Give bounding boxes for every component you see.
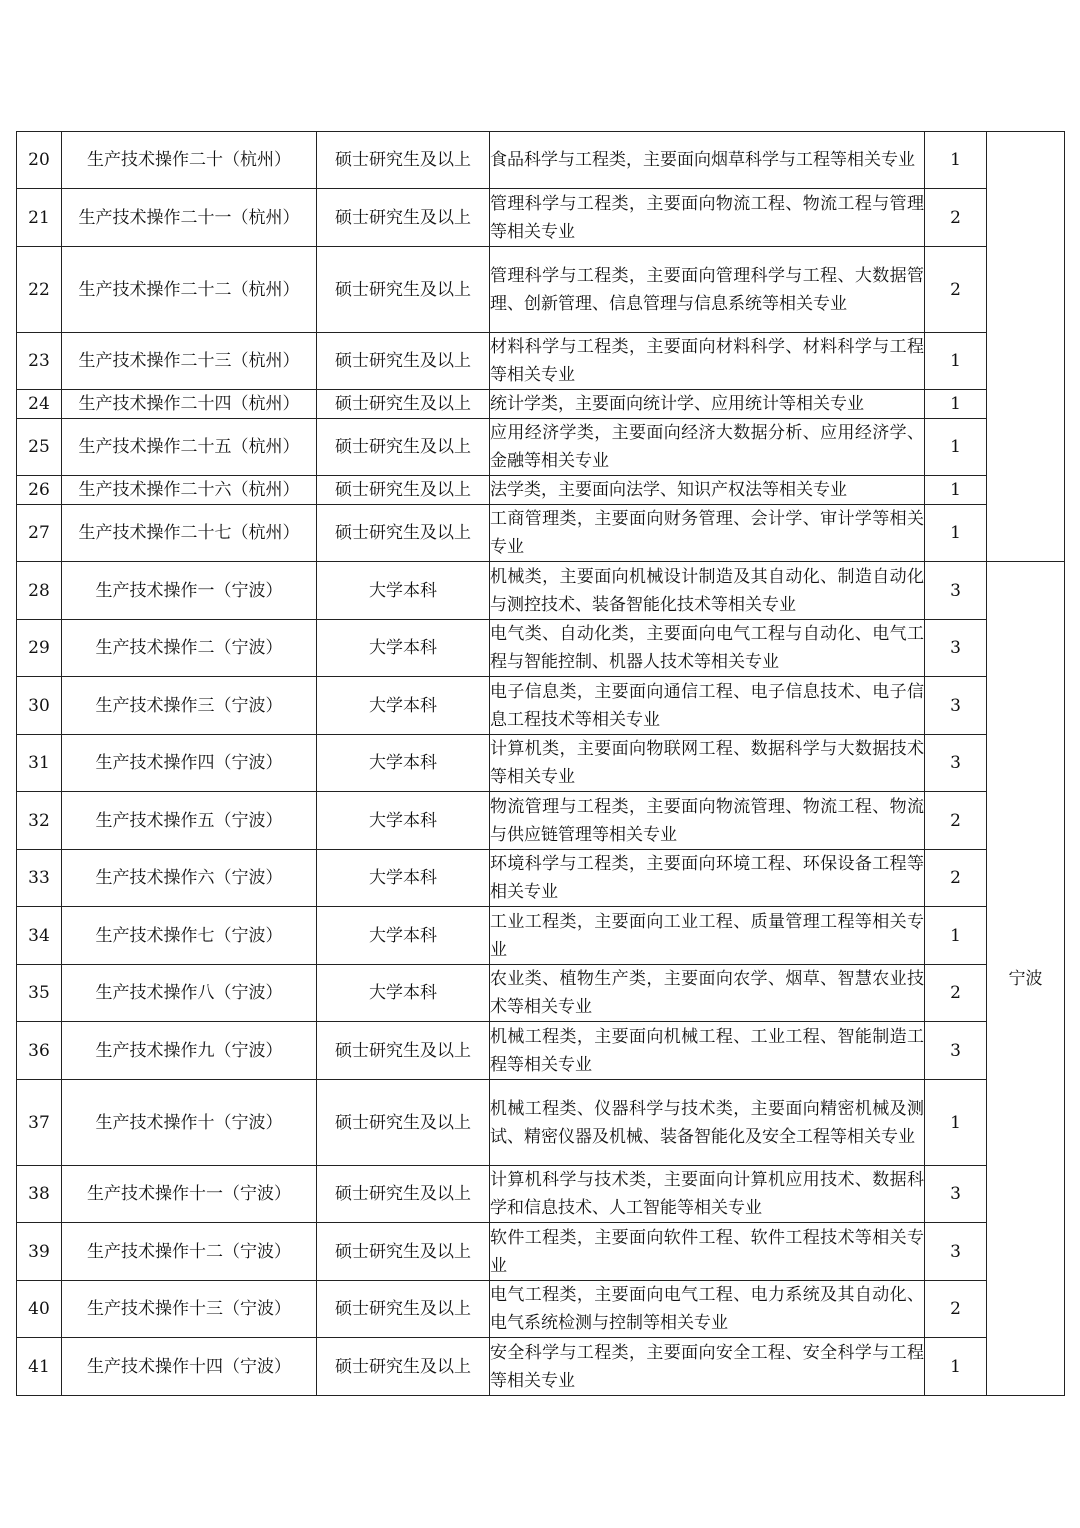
hiring-count: 3 — [925, 620, 987, 677]
position-name: 生产技术操作九（宁波） — [62, 1022, 317, 1080]
major-requirement: 法学类，主要面向法学、知识产权法等相关专业 — [490, 476, 925, 505]
education-requirement: 硕士研究生及以上 — [317, 247, 490, 333]
table-row — [17, 965, 1065, 1022]
row-number: 32 — [17, 792, 62, 850]
position-name: 生产技术操作五（宁波） — [62, 792, 317, 850]
education-requirement: 大学本科 — [317, 735, 490, 792]
education-requirement: 大学本科 — [317, 562, 490, 620]
position-name: 生产技术操作十二（宁波） — [62, 1223, 317, 1281]
major-requirement: 农业类、植物生产类，主要面向农学、烟草、智慧农业技术等相关专业 — [490, 965, 925, 1022]
position-name: 生产技术操作十四（宁波） — [62, 1338, 317, 1396]
position-name: 生产技术操作六（宁波） — [62, 850, 317, 907]
row-number: 25 — [17, 419, 62, 476]
table-row — [17, 792, 1065, 850]
row-number: 24 — [17, 390, 62, 419]
education-requirement: 大学本科 — [317, 677, 490, 735]
table-row — [17, 505, 1065, 562]
hiring-count: 2 — [925, 850, 987, 907]
positions-table — [16, 131, 1065, 1396]
major-requirement: 机械工程类、仪器科学与技术类，主要面向精密机械及测试、精密仪器及机械、装备智能化及安全工程等相关专业 — [490, 1080, 925, 1166]
row-number: 41 — [17, 1338, 62, 1396]
major-requirement: 统计学类，主要面向统计学、应用统计等相关专业 — [490, 390, 925, 419]
education-requirement: 硕士研究生及以上 — [317, 1080, 490, 1166]
major-requirement: 应用经济学类，主要面向经济大数据分析、应用经济学、金融等相关专业 — [490, 419, 925, 476]
hiring-count: 1 — [925, 1338, 987, 1396]
education-requirement: 大学本科 — [317, 965, 490, 1022]
table-row — [17, 907, 1065, 965]
major-requirement: 电气工程类，主要面向电气工程、电力系统及其自动化、电气系统检测与控制等相关专业 — [490, 1281, 925, 1338]
table-row — [17, 189, 1065, 247]
education-requirement: 硕士研究生及以上 — [317, 1281, 490, 1338]
hiring-count: 2 — [925, 189, 987, 247]
position-name: 生产技术操作二十七（杭州） — [62, 505, 317, 562]
hiring-count: 3 — [925, 735, 987, 792]
hiring-count: 1 — [925, 505, 987, 562]
row-number: 36 — [17, 1022, 62, 1080]
major-requirement: 计算机科学与技术类，主要面向计算机应用技术、数据科学和信息技术、人工智能等相关专业 — [490, 1166, 925, 1223]
education-requirement: 硕士研究生及以上 — [317, 189, 490, 247]
hiring-count: 3 — [925, 677, 987, 735]
position-name: 生产技术操作一（宁波） — [62, 562, 317, 620]
position-name: 生产技术操作二十三（杭州） — [62, 333, 317, 390]
major-requirement: 环境科学与工程类，主要面向环境工程、环保设备工程等相关专业 — [490, 850, 925, 907]
position-name: 生产技术操作十三（宁波） — [62, 1281, 317, 1338]
position-name: 生产技术操作八（宁波） — [62, 965, 317, 1022]
hiring-count: 1 — [925, 476, 987, 505]
education-requirement: 硕士研究生及以上 — [317, 1022, 490, 1080]
education-requirement: 硕士研究生及以上 — [317, 1338, 490, 1396]
table-row — [17, 1166, 1065, 1223]
education-requirement: 大学本科 — [317, 907, 490, 965]
position-name: 生产技术操作十（宁波） — [62, 1080, 317, 1166]
row-number: 28 — [17, 562, 62, 620]
education-requirement: 硕士研究生及以上 — [317, 419, 490, 476]
education-requirement: 硕士研究生及以上 — [317, 390, 490, 419]
hiring-count: 3 — [925, 1223, 987, 1281]
hiring-count: 2 — [925, 965, 987, 1022]
table-row — [17, 620, 1065, 677]
major-requirement: 软件工程类，主要面向软件工程、软件工程技术等相关专业 — [490, 1223, 925, 1281]
table-row — [17, 677, 1065, 735]
education-requirement: 大学本科 — [317, 850, 490, 907]
row-number: 26 — [17, 476, 62, 505]
major-requirement: 工商管理类，主要面向财务管理、会计学、审计学等相关专业 — [490, 505, 925, 562]
position-name: 生产技术操作二十四（杭州） — [62, 390, 317, 419]
table-row — [17, 1338, 1065, 1396]
education-requirement: 硕士研究生及以上 — [317, 1166, 490, 1223]
position-name: 生产技术操作七（宁波） — [62, 907, 317, 965]
major-requirement: 计算机类，主要面向物联网工程、数据科学与大数据技术等相关专业 — [490, 735, 925, 792]
major-requirement: 管理科学与工程类，主要面向物流工程、物流工程与管理等相关专业 — [490, 189, 925, 247]
hiring-count: 2 — [925, 1281, 987, 1338]
major-requirement: 食品科学与工程类，主要面向烟草科学与工程等相关专业 — [490, 132, 925, 189]
table-row — [17, 562, 1065, 620]
education-requirement: 硕士研究生及以上 — [317, 1223, 490, 1281]
table-row — [17, 1080, 1065, 1166]
table-row — [17, 390, 1065, 419]
education-requirement: 硕士研究生及以上 — [317, 333, 490, 390]
education-requirement: 硕士研究生及以上 — [317, 132, 490, 189]
row-number: 35 — [17, 965, 62, 1022]
position-name: 生产技术操作三（宁波） — [62, 677, 317, 735]
major-requirement: 物流管理与工程类，主要面向物流管理、物流工程、物流与供应链管理等相关专业 — [490, 792, 925, 850]
position-name: 生产技术操作四（宁波） — [62, 735, 317, 792]
major-requirement: 管理科学与工程类，主要面向管理科学与工程、大数据管理、创新管理、信息管理与信息系统等相关专业 — [490, 247, 925, 333]
row-number: 22 — [17, 247, 62, 333]
hiring-count: 3 — [925, 562, 987, 620]
hiring-count: 1 — [925, 132, 987, 189]
row-number: 20 — [17, 132, 62, 189]
hiring-count: 2 — [925, 247, 987, 333]
row-number: 34 — [17, 907, 62, 965]
row-number: 38 — [17, 1166, 62, 1223]
positions-table-body — [17, 132, 1065, 1396]
work-location-upper — [987, 132, 1065, 562]
table-row — [17, 132, 1065, 189]
major-requirement: 工业工程类，主要面向工业工程、质量管理工程等相关专业 — [490, 907, 925, 965]
education-requirement: 大学本科 — [317, 620, 490, 677]
hiring-count: 2 — [925, 792, 987, 850]
hiring-count: 1 — [925, 1080, 987, 1166]
hiring-count: 1 — [925, 390, 987, 419]
position-name: 生产技术操作二十二（杭州） — [62, 247, 317, 333]
row-number: 29 — [17, 620, 62, 677]
major-requirement: 机械类，主要面向机械设计制造及其自动化、制造自动化与测控技术、装备智能化技术等相关专业 — [490, 562, 925, 620]
table-row — [17, 735, 1065, 792]
position-name: 生产技术操作二十五（杭州） — [62, 419, 317, 476]
education-requirement: 大学本科 — [317, 792, 490, 850]
major-requirement: 机械工程类，主要面向机械工程、工业工程、智能制造工程等相关专业 — [490, 1022, 925, 1080]
table-row — [17, 476, 1065, 505]
position-name: 生产技术操作二十六（杭州） — [62, 476, 317, 505]
hiring-count: 1 — [925, 419, 987, 476]
major-requirement: 电子信息类，主要面向通信工程、电子信息技术、电子信息工程技术等相关专业 — [490, 677, 925, 735]
work-location-ningbo: 宁波 — [987, 562, 1065, 1396]
major-requirement: 安全科学与工程类，主要面向安全工程、安全科学与工程等相关专业 — [490, 1338, 925, 1396]
position-name: 生产技术操作二（宁波） — [62, 620, 317, 677]
row-number: 37 — [17, 1080, 62, 1166]
row-number: 40 — [17, 1281, 62, 1338]
major-requirement: 电气类、自动化类，主要面向电气工程与自动化、电气工程与智能控制、机器人技术等相关专业 — [490, 620, 925, 677]
hiring-count: 3 — [925, 1166, 987, 1223]
hiring-count: 1 — [925, 907, 987, 965]
row-number: 21 — [17, 189, 62, 247]
row-number: 33 — [17, 850, 62, 907]
hiring-count: 3 — [925, 1022, 987, 1080]
education-requirement: 硕士研究生及以上 — [317, 505, 490, 562]
table-row — [17, 1223, 1065, 1281]
row-number: 23 — [17, 333, 62, 390]
table-row — [17, 1281, 1065, 1338]
major-requirement: 材料科学与工程类，主要面向材料科学、材料科学与工程等相关专业 — [490, 333, 925, 390]
row-number: 30 — [17, 677, 62, 735]
row-number: 39 — [17, 1223, 62, 1281]
position-name: 生产技术操作十一（宁波） — [62, 1166, 317, 1223]
row-number: 31 — [17, 735, 62, 792]
table-row — [17, 333, 1065, 390]
position-name: 生产技术操作二十一（杭州） — [62, 189, 317, 247]
table-row — [17, 1022, 1065, 1080]
hiring-count: 1 — [925, 333, 987, 390]
row-number: 27 — [17, 505, 62, 562]
table-row — [17, 247, 1065, 333]
table-row — [17, 419, 1065, 476]
position-name: 生产技术操作二十（杭州） — [62, 132, 317, 189]
table-row — [17, 850, 1065, 907]
education-requirement: 硕士研究生及以上 — [317, 476, 490, 505]
